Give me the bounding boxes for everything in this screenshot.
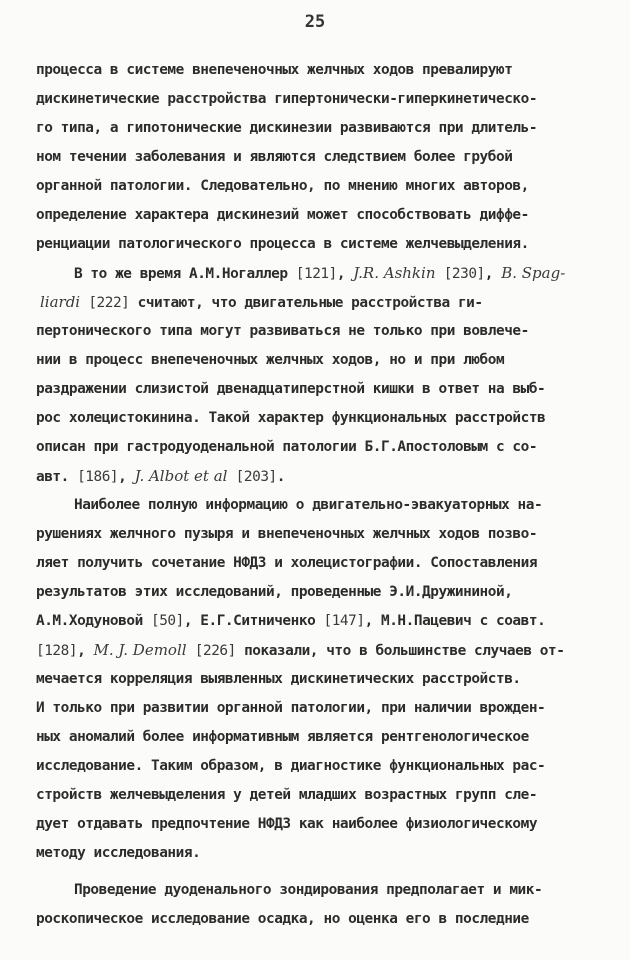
text-line [36, 727, 596, 747]
text-line [36, 234, 596, 254]
text-line [36, 785, 596, 805]
text-line [36, 524, 596, 544]
line-text: ляет получить сочетание НФДЗ и холецистографии. Сопоставления [36, 555, 538, 571]
text-line [36, 321, 596, 341]
line-text: рушениях желчного пузыря и внепеченочных желчных ходов позво- [36, 526, 538, 542]
line-text: ренциации патологического процесса в системе желчевыделения. [36, 236, 529, 252]
reference-number: [230] [443, 266, 485, 282]
text-line [36, 437, 596, 457]
line-text: , [118, 469, 135, 485]
line-text: дует отдавать предпочтение НФДЗ как наиболее физиологическому [36, 816, 538, 832]
line-text: авт. [36, 469, 78, 485]
line-text: ных аномалий более информативным является рентгенологическое [36, 729, 529, 745]
line-text: процесса в системе внепеченочных желчных ходов превалируют [36, 62, 513, 78]
reference-number: [222] [88, 295, 130, 311]
line-text: , Е.Г.Ситниченко [183, 613, 324, 629]
text-line [74, 263, 596, 283]
handwritten-author-name: liardi [40, 293, 81, 311]
line-text: Наиболее полную информацию о двигательно-эвакуаторных на- [74, 497, 543, 513]
handwritten-author-name: B. Spag- [501, 264, 566, 282]
page-number: 25 [304, 12, 326, 32]
text-line [36, 756, 596, 776]
text-line [36, 466, 596, 486]
line-text [187, 643, 195, 659]
line-text: мечается корреляция выявленных дискинетических расстройств. [36, 671, 521, 687]
line-text: , [336, 266, 354, 282]
text-line [36, 582, 596, 602]
line-text: показали, что в большинстве случаев от- [235, 643, 565, 659]
handwritten-author-name: J. Albot et al [134, 467, 228, 485]
line-text: го типа, а гипотонические дискинезии развиваются при длитель- [36, 120, 538, 136]
line-text [227, 469, 235, 485]
line-text: И только при развитии органной патологии, при наличии врожден- [36, 700, 546, 716]
line-text: Проведение дуоденального зондирования предполагает и мик- [74, 882, 543, 898]
text-line [36, 814, 596, 834]
line-text: органной патологии. Следовательно, по мнению многих авторов, [36, 178, 529, 194]
text-line [36, 118, 596, 138]
reference-number: [128] [36, 643, 78, 659]
handwritten-author-name: M. J. Demoll [93, 641, 187, 659]
text-line [74, 880, 596, 900]
reference-number: [203] [235, 469, 277, 485]
text-line [36, 408, 596, 428]
text-line [36, 553, 596, 573]
line-text: В то же время А.М.Ногаллер [74, 266, 296, 282]
line-text: нии в процесс внепеченочных желчных ходов, но и при любом [36, 352, 505, 368]
text-line [36, 611, 596, 631]
line-text: ном течении заболевания и являются следствием более грубой [36, 149, 513, 165]
line-text: роскопическое исследование осадка, но оценка его в последние [36, 911, 529, 927]
line-text: , [77, 643, 94, 659]
text-line [36, 640, 596, 660]
line-text: стройств желчевыделения у детей младших возрастных групп сле- [36, 787, 538, 803]
line-text: пертонического типа могут развиваться не только при вовлече- [36, 323, 529, 339]
line-text: раздражении слизистой двенадцатиперстной кишки в ответ на выб- [36, 381, 546, 397]
text-line [36, 350, 596, 370]
line-text: рос холецистокинина. Такой характер функциональных расстройств [36, 410, 546, 426]
text-line [36, 176, 596, 196]
line-text: А.М.Ходуновой [36, 613, 151, 629]
reference-number: [186] [77, 469, 119, 485]
line-text: результатов этих исследований, проведенные Э.И.Дружининой, [36, 584, 513, 600]
line-text: методу исследования. [36, 845, 201, 861]
text-line [36, 669, 596, 689]
handwritten-author-name: J.R. Ashkin [353, 264, 436, 282]
text-line [36, 147, 596, 167]
text-line [36, 60, 596, 80]
line-text: дискинетические расстройства гипертонически-гиперкинетическо- [36, 91, 538, 107]
line-text: , М.Н.Пацевич с соавт. [364, 613, 546, 629]
text-line [36, 205, 596, 225]
reference-number: [121] [295, 266, 337, 282]
line-text: исследование. Таким образом, в диагностике функциональных рас- [36, 758, 546, 774]
line-text: определение характера дискинезий может способствовать диффе- [36, 207, 529, 223]
reference-number: [226] [194, 643, 236, 659]
text-line [36, 843, 596, 863]
line-text: считают, что двигательные расстройства ги- [129, 295, 483, 311]
text-line [36, 909, 596, 929]
text-line [74, 495, 596, 515]
reference-number: [50] [151, 613, 184, 629]
text-line [36, 89, 596, 109]
text-line [36, 379, 596, 399]
reference-number: [147] [323, 613, 365, 629]
line-text: . [276, 469, 285, 485]
line-text: , [484, 266, 502, 282]
line-text [435, 266, 443, 282]
line-text: описан при гастродуоденальной патологии Б.Г.Апостоловым с со- [36, 439, 538, 455]
text-line [36, 698, 596, 718]
text-line [40, 292, 596, 312]
